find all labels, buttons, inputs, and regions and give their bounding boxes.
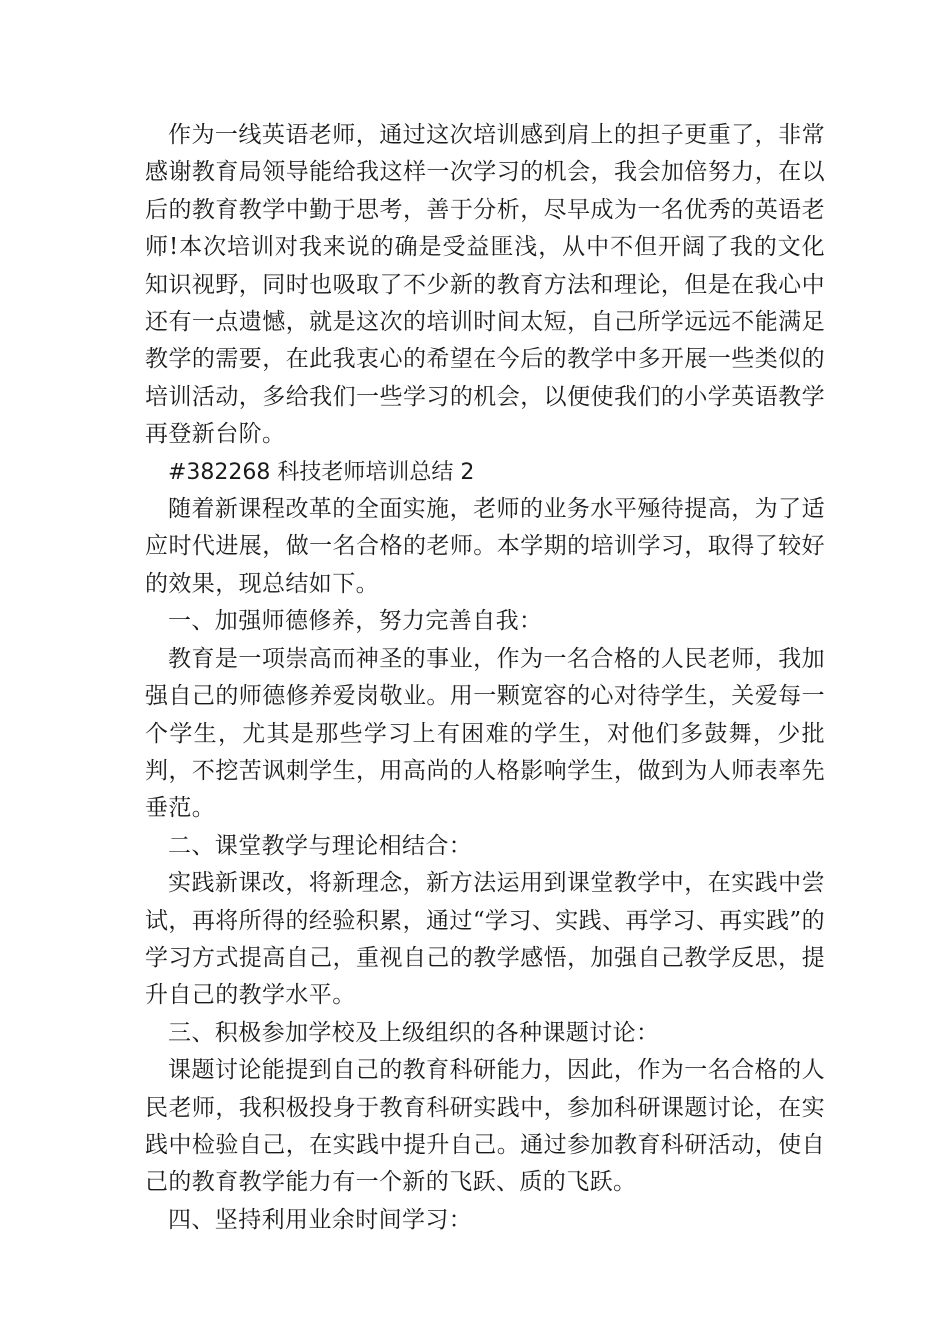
heading-4: 四、坚持利用业余时间学习： [168, 1206, 473, 1233]
heading-2: 二、课堂教学与理论相结合： [168, 832, 473, 859]
document-page [145, 117, 825, 1239]
paragraph-1: 教育是一项崇高而神圣的事业，作为一名合格的人民老师，我加强自己的师德修养爱岗敬业。用一颗宽容的心对待学生，关爱每一个学生，尤其是那些学习上有困难的学生，对他们多鼓舞，少批判，不挖苦讽刺学生，用高尚的人格影响学生，做到为人师表率先垂范。 [145, 645, 825, 822]
heading-1: 一、加强师德修养，努力完善自我： [168, 608, 543, 635]
heading-3: 三、积极参加学校及上级组织的各种课题讨论： [168, 1019, 660, 1046]
section-title: #382268 科技老师培训总结 2 [168, 459, 475, 485]
opening-paragraph: 随着新课程改革的全面实施，老师的业务水平殛待提高，为了适应时代进展，做一名合格的老师。本学期的培训学习，取得了较好的效果，现总结如下。 [145, 496, 825, 597]
intro-paragraph: 作为一线英语老师，通过这次培训感到肩上的担子更重了，非常感谢教育局领导能给我这样一次学习的机会，我会加倍努力，在以后的教育教学中勤于思考，善于分析，尽早成为一名优秀的英语老师!本次培训对我来说的确是受益匪浅，从中不但开阔了我的文化知识视野，同时也吸取了不少新的教育方法和理论，但是在我心中还有一点遗憾，就是这次的培训时间太短，自己所学远远不能满足教学的需要，在此我衷心的希望在今后的教学中多开展一些类似的培训活动，多给我们一些学习的机会，以便使我们的小学英语教学再登新台阶。 [145, 122, 825, 448]
paragraph-2: 实践新课改，将新理念，新方法运用到课堂教学中，在实践中尝试，再将所得的经验积累，通过“学习、实践、再学习、再实践”的学习方式提高自己，重视自己的教学感悟，加强自己教学反思，提升自己的教学水平。 [145, 870, 825, 1009]
paragraph-3: 课题讨论能提到自己的教育科研能力，因此，作为一名合格的人民老师，我积极投身于教育科研实践中，参加科研课题讨论，在实践中检验自己，在实践中提升自己。通过参加教育科研活动，使自己的教育教学能力有一个新的飞跃、质的飞跃。 [145, 1057, 825, 1196]
